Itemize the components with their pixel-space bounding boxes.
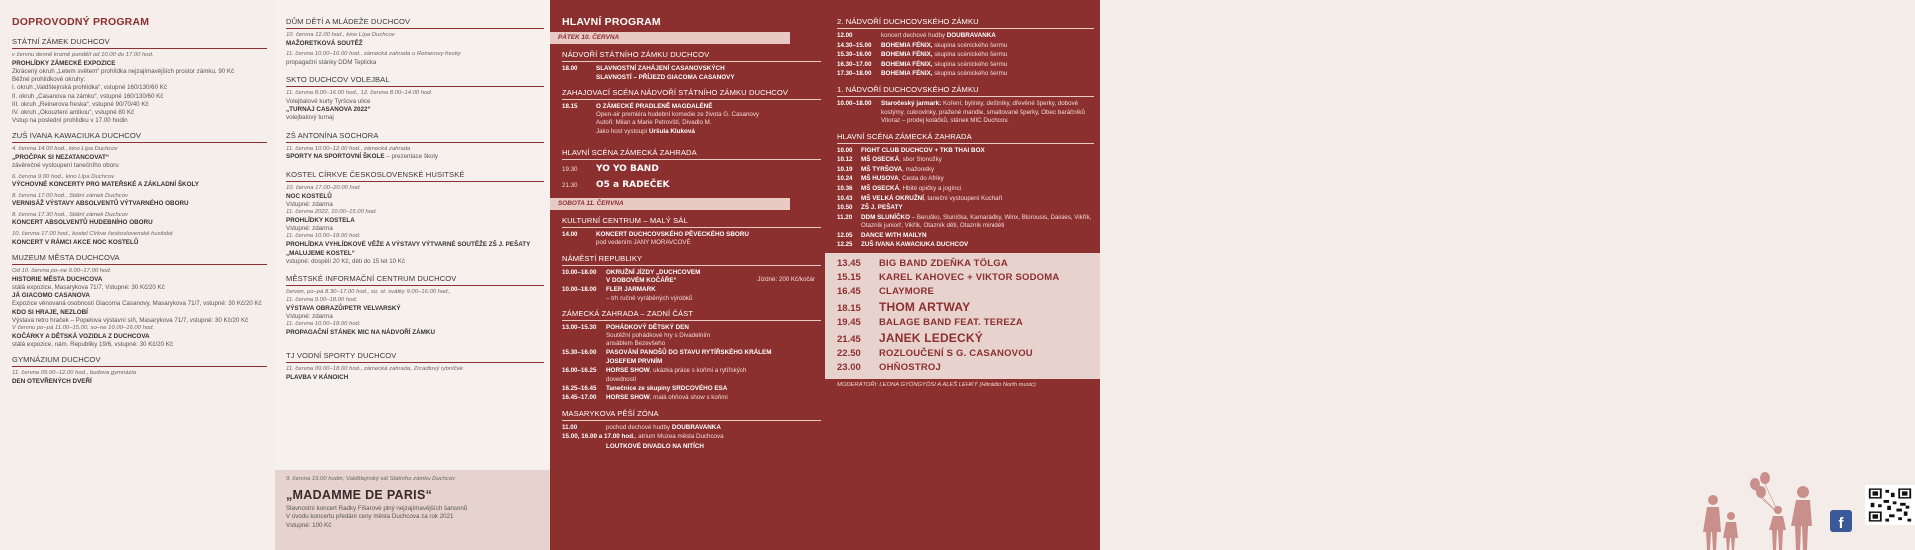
- time: 21.45: [837, 333, 861, 345]
- time: 10.00–18.00: [562, 268, 597, 276]
- time: 19.45: [837, 316, 861, 328]
- headliner-name: KAREL KAHOVEC + VIKTOR SODOMA: [879, 271, 1060, 283]
- schedule-row: [837, 166, 1094, 175]
- guest-name: Uršula Kluková: [648, 127, 695, 135]
- venue-heading: HLAVNÍ SCÉNA ZÁMECKÁ ZAHRADA: [562, 148, 821, 160]
- venue-heading: NÁDVOŘÍ STÁTNÍHO ZÁMKU DUCHCOV: [562, 50, 821, 62]
- event-title: JOSEFEM PRVNÍM: [606, 357, 663, 365]
- time: 21.30: [562, 181, 578, 189]
- schedule-row: [837, 61, 1094, 70]
- section-title: HLAVNÍ PROGRAM: [562, 16, 661, 28]
- time: 10.00–18.00: [562, 286, 597, 294]
- event-date: 11. června 10.00–16.00 hod., zámecká zahrada u Reinerovy fresky: [286, 51, 461, 58]
- time: 15.30–16.00: [837, 51, 872, 59]
- event-title: PROPAGAČNÍ STÁNEK MIC NA NÁDVOŘÍ ZÁMKU: [286, 328, 436, 336]
- headliner-row: [837, 286, 1092, 299]
- headliner-name: THOM ARTWAY: [879, 299, 971, 314]
- venue-heading: KOSTEL CÍRKVE ČESKOSLOVENSKÉ HUSITSKÉ: [286, 170, 544, 182]
- headliner-name: CLAYMORE: [879, 285, 935, 297]
- schedule-row: [837, 51, 1094, 60]
- venue-heading: GYMNÁZIUM DUCHCOV: [12, 355, 267, 367]
- event-date: 4. června 14.00 hod., kino Lípa Duchcov: [12, 146, 118, 153]
- time: 12.00: [837, 32, 853, 40]
- event-note: závěrečné vystoupení tanečního oboru: [12, 162, 119, 170]
- tour-item: II. okruh „Casanova na zámku“, vstupné 160/130/60 Kč: [12, 92, 164, 100]
- row-content: [881, 70, 1094, 79]
- event-title: DDM SLUNÍČKO: [861, 213, 910, 221]
- day-bar: SOBOTA 11. ČERVNA: [550, 198, 790, 210]
- event-note: skupina scénického šermu: [932, 41, 1008, 49]
- event-date: Od 10. června po–ne 9.00–17.00 hod.: [12, 267, 112, 274]
- time: 23.00: [837, 362, 861, 374]
- event-note: koncert dechové hudby: [881, 32, 947, 40]
- headliner-name: OHŇOSTROJ: [879, 362, 941, 374]
- event-title: JÁ GIACOMO CASANOVA: [12, 292, 90, 300]
- event-date: 11. června 09.00–12.00 hod., budova gymnázia: [12, 370, 137, 377]
- time: 14.00: [562, 231, 578, 239]
- time: 22.50: [837, 348, 861, 360]
- event-title: SPORTY NA SPORTOVNÍ ŠKOLE: [286, 153, 385, 161]
- headliner-name: JANEK LEDECKÝ: [879, 330, 983, 345]
- event-note: Běžné prohlídkové okruhy:: [12, 76, 86, 84]
- venue-heading: ZÁMECKÁ ZAHRADA – ZADNÍ ČÁST: [562, 309, 821, 321]
- event-date: 9. června 19.00 hodin, Valdštejnský sál Státního zámku Duchcov: [286, 476, 456, 482]
- event-date: 6. června 9.00 hod., kino Lípa Duchcov: [12, 173, 115, 180]
- event-note: ansáblem Bezevšeho: [606, 340, 666, 348]
- panel-supporting-program-2: [275, 0, 550, 550]
- venue-heading: NÁMĚSTÍ REPUBLIKY: [562, 254, 821, 266]
- venue-heading: TJ VODNÍ SPORTY DUCHCOV: [286, 351, 544, 363]
- event-title: MŠ OSECKÁ: [861, 184, 900, 192]
- concert-title: „MADAMME DE PARIS“: [286, 487, 433, 502]
- event-title: HISTORIE MĚSTA DUCHCOVA: [12, 275, 103, 283]
- event-title: „TURNAJ CASANOVA 2022“: [286, 106, 371, 114]
- time: 10.36: [837, 184, 853, 192]
- event-note: Vstupné: zdarma: [286, 225, 333, 233]
- event-title: MAŽORETKOVÁ SOUTĚŽ: [286, 39, 363, 47]
- time: 15.30–16.00: [562, 349, 597, 357]
- time: 15.15: [837, 271, 861, 283]
- event-note: , taneční vystoupení Kuchaři: [923, 194, 1003, 202]
- event-note: Výstava retro hraček – Popelova výstavní síň, Masarykova 71/7, vstupné: 30 Kč/20 Kč: [12, 316, 249, 324]
- venue-heading: ZŠ ANTONÍNA SOCHORA: [286, 131, 544, 143]
- event-title: PROHLÍDKY KOSTELA: [286, 216, 355, 224]
- venue-heading: STÁTNÍ ZÁMEK DUCHCOV: [12, 37, 267, 49]
- schedule-row: [837, 185, 1094, 194]
- event-title: KONCERT V RÁMCI AKCE NOC KOSTELŮ: [12, 238, 139, 246]
- event-note: stálá expozice, Masarykova 71/7, Vstupné: 30 Kč/20 Kč: [12, 283, 165, 291]
- headliner-name: ROZLOUČENÍ S G. CASANOVOU: [879, 348, 1033, 360]
- event-title: PROHLÍDKY ZÁMECKÉ EXPOZICE: [12, 59, 116, 67]
- event-note: Jako host vystoupí: [596, 127, 648, 135]
- event-title: NOC KOSTELŮ: [286, 192, 332, 200]
- time: 15.00, 16.00 a 17.00 hod.: [562, 433, 635, 441]
- row-content: [881, 51, 1094, 60]
- event-note: Koření, bylinky, deštníky, dřevěné šperky, dobové kostýmy, cukrovinky, pražené mandle, smaltované šperky, Obec baráčníků Vitoraz – prodej koláčků, stánek MIC Duchcov.: [881, 99, 1085, 125]
- row-content: [861, 185, 1094, 194]
- event-date: 8. června 17.00 hod., Státní zámek Duchcov: [12, 192, 128, 199]
- headliner-name: BIG BAND ZDEŇKA TÖLGA: [879, 257, 1008, 269]
- event-date: 8. června 17.30 hod., Státní zámek Duchcov: [12, 211, 128, 218]
- venue-heading: HLAVNÍ SCÉNA ZÁMECKÁ ZAHRADA: [837, 132, 1094, 144]
- headliner-row: [837, 362, 1092, 375]
- headliners-box: [825, 253, 1100, 379]
- qr-code-icon[interactable]: [1865, 485, 1915, 525]
- event-title: VERNISÁŽ VÝSTAVY ABSOLVENTŮ VÝTVARNÉHO OBORU: [12, 200, 189, 208]
- event-note: Vstupné: zdarma: [286, 201, 333, 208]
- event-note: skupina scénického šermu: [932, 70, 1008, 78]
- time: 17.30–18.00: [837, 70, 872, 78]
- event-note: V úvodu koncertu předání ceny města Duchcova za rok 2021: [286, 513, 454, 521]
- event-note: , ukázka práce s koňmi a rytířských: [649, 367, 747, 374]
- time: 11.00: [562, 423, 578, 431]
- event-note: , Hbité opičky a jogínci: [899, 184, 962, 192]
- event-title: DANCE WITH MAILYN: [861, 231, 927, 239]
- schedule-row: [837, 42, 1094, 51]
- event-date: 11. června 10.00–18.00 hod.: [286, 233, 361, 240]
- event-date: 11. června 09.00–18.00 hod., zámecká zahrada, Zrcadlový rybníček: [286, 366, 464, 373]
- headliner-row: [837, 258, 1092, 271]
- event-title: DOUBRAVANKA: [946, 32, 996, 40]
- event-title: MŠ TYRŠOVA: [861, 165, 903, 173]
- event-date: 11. června 2022, 10.00–15.00 hod.: [286, 209, 377, 216]
- headliner-name: BALAGE BAND FEAT. TEREZA: [879, 316, 1023, 328]
- row-content: [861, 232, 1094, 241]
- row-content: [861, 175, 1094, 184]
- time: 10.24: [837, 175, 853, 183]
- time: 12.25: [837, 241, 853, 249]
- event-note: , atrium Muzea města Duchcova: [634, 433, 724, 441]
- event-date: 11. června 9.00–18.00 hod.: [286, 296, 358, 303]
- event-title: V DOBOVÉM KOČÁŘE“: [606, 276, 677, 284]
- event-date: 10. června 12.00 hod., kino Lípa Duchcov: [286, 32, 395, 39]
- event-title: ZŠ J. PEŠATY: [861, 204, 903, 212]
- tour-item: III. okruh „Reinerova freska“, vstupné 90/70/40 Kč: [12, 100, 149, 108]
- time: 16.30–17.00: [837, 60, 872, 68]
- venue-heading: SKTO DUCHCOV VOLEJBAL: [286, 75, 544, 87]
- time: 10.50: [837, 204, 853, 212]
- time: 16.45–17.00: [562, 394, 597, 402]
- schedule-row: [837, 195, 1094, 204]
- event-title: KONCERT ABSOLVENTŮ HUDEBNÍHO OBORU: [12, 219, 153, 227]
- event-title: KONCERT DUCHCOVSKÉHO PĚVECKÉHO SBORU: [596, 231, 749, 239]
- event-note: , mažoretky: [902, 165, 935, 173]
- schedule-row: [837, 175, 1094, 184]
- event-note: – Beruško, Sluníčka, Kamarádky, Winx, Blúrousis, Daisies, Vikřík, Otazník juniorř, Vikřík, Otazník děti, Otazník minidéti: [861, 213, 1092, 230]
- event-note: skupina scénického šermu: [932, 60, 1008, 68]
- schedule-row: [837, 70, 1094, 79]
- event-title: KDO SI HRAJE, NEZLOBÍ: [12, 308, 88, 316]
- tour-item: IV. okruh „Okouzlení antikou“, vstupné 80 Kč: [12, 108, 135, 116]
- event-title: OKRUŽNÍ JÍZDY „DUCHCOVEM: [606, 268, 701, 276]
- row-content: [861, 147, 1094, 156]
- row-content: [861, 156, 1094, 165]
- main-stage-schedule: [837, 147, 1094, 250]
- event-note: stálá expozice, nám. Republiky 19/6, vstupné: 30 Kč/20 Kč: [12, 341, 173, 349]
- event-date: V červnu po–pá 11.00–15.00, so–ne 10.00–16.00 hod.: [12, 325, 155, 332]
- event-note: , Cesta do Afriky: [898, 175, 944, 183]
- time: 18.15: [562, 102, 578, 110]
- event-note: Vstup na poslední prohlídku v 17.00 hodin: [12, 117, 128, 125]
- venue-heading: ZUŠ IVANA KAWACIUKA DUCHCOV: [12, 131, 267, 143]
- time: 19.30: [562, 165, 578, 173]
- time: 14.30–15.00: [837, 41, 872, 49]
- event-title: „PROČPAK SI NEZATANCOVAT“: [12, 154, 110, 162]
- courtyard-schedule: [837, 32, 1094, 79]
- time: 10.00–18.00: [837, 99, 872, 107]
- headliner-row: [837, 348, 1092, 361]
- event-note: – trh ručně vyráběných výrobků: [606, 294, 693, 302]
- event-date: 10. června 17.00 hod., kostel Církve československé husitské: [12, 230, 173, 237]
- row-content: [881, 32, 1094, 41]
- event-title: PASOVÁNÍ PANOŠŮ DO STAVU RYTÍŘSKÉHO KRÁLEM: [606, 349, 772, 357]
- time: 12.05: [837, 231, 853, 239]
- headliner-row: [837, 331, 1092, 347]
- schedule-row: [837, 156, 1094, 165]
- band-name: YO YO BAND: [596, 163, 659, 174]
- time: 13.00–15.30: [562, 323, 597, 331]
- family-balloons-illustration: [1683, 470, 1833, 550]
- panel-supporting-program: [0, 0, 275, 550]
- panel-main-program: [550, 0, 825, 550]
- day-bar: PÁTEK 10. ČERVNA: [550, 32, 790, 44]
- event-title: VÝSTAVA OBRAZŮ/PETR VELVARSKÝ: [286, 304, 401, 312]
- schedule-row: [837, 214, 1094, 231]
- row-content: [881, 61, 1094, 70]
- schedule-row: [837, 241, 1094, 250]
- time: 10.12: [837, 156, 853, 164]
- time: 18.15: [837, 302, 861, 314]
- row-content: [861, 241, 1094, 250]
- event-title: DEN OTEVŘENÝCH DVEŘÍ: [12, 378, 92, 386]
- venue-heading: ZAHAJOVACÍ SCÉNA NÁDVOŘÍ STÁTNÍHO ZÁMKU DUCHCOV: [562, 88, 821, 100]
- event-date: 11. června 10.00–12.00 hod., zámecká zahrada: [286, 145, 411, 152]
- event-date: v červnu denně kromě pondělí od 10.00 do 17.00 hod.: [12, 51, 154, 58]
- event-title: SLAVNOSTNÍ ZAHÁJENÍ CASANOVSKÝCH: [596, 65, 725, 73]
- event-title: LOUTKOVÉ DIVADLO NA NITÍCH: [606, 442, 704, 450]
- event-note: Soutěžní pohádkové hry s Divadelním: [606, 332, 711, 340]
- venue-heading: MUZEUM MĚSTA DUCHCOVA: [12, 253, 267, 265]
- row-content: [861, 195, 1094, 204]
- event-note: Open-air premiéra hudební komedie ze života G. Casanovy: [596, 111, 760, 119]
- event-note: Vstupné: zdarma: [286, 312, 333, 320]
- event-title: KOČÁRKY A DĚTSKÁ VOZIDLA Z DUCHCOVA: [12, 332, 150, 340]
- schedule-row: [837, 204, 1094, 213]
- time: 10.43: [837, 194, 853, 202]
- schedule-row: [837, 232, 1094, 241]
- facebook-icon[interactable]: f: [1830, 510, 1852, 532]
- event-title: POHÁDKOVÝ DĚTSKÝ DEN: [606, 323, 689, 331]
- event-title: PLAVBA V KÁNOICH: [286, 373, 349, 381]
- event-title: MŠ HUSOVA: [861, 175, 899, 183]
- event-title: BOHEMIA FÉNIX,: [881, 51, 933, 59]
- event-note: Vstupné: 100 Kč: [286, 521, 332, 529]
- event-date: 10. června 17.00–20.00 hod.: [286, 184, 362, 191]
- event-title: BOHEMIA FÉNIX,: [881, 60, 933, 68]
- event-title: SLAVNOSTÍ – PŘÍJEZD GIACOMA CASANOVY: [596, 73, 735, 81]
- venue-heading: KULTURNÍ CENTRUM – MALÝ SÁL: [562, 216, 821, 228]
- event-note: vstupné: dospělí 20 Kč, děti do 15 let 10 Kč: [286, 257, 406, 265]
- band-name: O5 a RADEČEK: [596, 179, 670, 190]
- event-date: 11. června 8.00–16.00 hod., 12. června 8.00–14.00 hod.: [286, 90, 433, 97]
- featured-concert-box: [275, 470, 550, 550]
- event-title: MŠ OSECKÁ: [861, 156, 900, 164]
- panel-main-program-2: [825, 0, 1844, 550]
- event-note: pod vedením JANY MORAVCOVÉ: [596, 239, 691, 247]
- headliner-row: [837, 300, 1092, 316]
- time: 13.45: [837, 257, 861, 269]
- headliner-row: [837, 317, 1092, 330]
- event-title: VÝCHOVNÉ KONCERTY PRO MATEŘSKÉ A ZÁKLADNÍ ŠKOLY: [12, 181, 199, 189]
- time: 16.00–16.25: [562, 367, 597, 374]
- event-date: červen, po–pá 8.30–17.00 hod., so, st. svátky 9.00–16.00 hod.,: [286, 289, 451, 296]
- row-content: [881, 42, 1094, 51]
- headliner-row: [837, 272, 1092, 285]
- time: 18.00: [562, 65, 578, 73]
- event-note: Zkrácený okruh „Letem světem“ prohlídka nejzajímavějších prostor zámku, 90 Kč: [12, 67, 235, 75]
- moderators: MODERÁTOŘI: LEONA GYÖNGYÖSI A ALEŠ LEHKÝ (Hitrádio North music): [837, 382, 1036, 389]
- tour-item: I. okruh „Valdštejnská prohlídka“, vstupné 160/130/60 Kč: [12, 84, 168, 92]
- event-note: propagační stánky DDM Teplicka: [286, 58, 377, 66]
- time: 11.20: [837, 213, 853, 221]
- event-note: volejbalový turnaj: [286, 114, 334, 122]
- row-content: [861, 166, 1094, 175]
- event-note: , sbor Stonožky: [899, 156, 942, 164]
- event-note: Volejbalové kurty Tyršova ulice: [286, 97, 371, 105]
- row-content: [861, 214, 1094, 231]
- event-title: O ZÁMECKÉ PRADLENĚ MAGDALÉNĚ: [596, 102, 713, 110]
- event-title: BOHEMIA FÉNIX,: [881, 41, 933, 49]
- event-note: , malá ohňová show s koňmi: [649, 394, 728, 402]
- event-note: pochod dechové hudby: [606, 423, 670, 431]
- time: 16.45: [837, 285, 861, 297]
- venue-heading: MASARYKOVA PĚŠÍ ZÓNA: [562, 409, 821, 421]
- schedule-row: [837, 147, 1094, 156]
- event-date: 11. června 10.00–18.00 hod.: [286, 321, 361, 328]
- price: Jízdné: 200 Kč/kočár: [757, 275, 815, 283]
- event-title: HORSE SHOW: [606, 367, 650, 374]
- event-note: – prezentace školy: [386, 153, 438, 161]
- event-title: DOUBRAVANKA: [671, 423, 721, 431]
- event-title: FIGHT CLUB DUCHCOV + TKB THAI BOX: [861, 146, 985, 154]
- event-title: ZUŠ IVANA KAWACIUKA DUCHCOV: [861, 241, 969, 249]
- event-title: MŠ VELKÁ OKRUŽNÍ: [861, 194, 924, 202]
- venue-heading: 2. NÁDVOŘÍ DUCHCOVSKÉHO ZÁMKU: [837, 17, 1094, 29]
- event-note: Autoři: Milan a Marie Petrovští, Divadlo M.: [596, 119, 712, 127]
- time: 16.25–16.45: [562, 384, 597, 392]
- time: 10.19: [837, 165, 853, 173]
- event-title: FLER JARMARK: [606, 286, 656, 294]
- event-title: BOHEMIA FÉNIX,: [881, 70, 933, 78]
- row-content: [861, 204, 1094, 213]
- event-title: HORSE SHOW: [606, 394, 650, 402]
- event-note: Expozice věnovaná osobnosti Giacoma Casanovy, Masarykova 71/7, vstupné: 30 Kč/20 Kč: [12, 300, 262, 308]
- event-title: Tanečnice ze skupiny SRDCOVÉHO ESA: [606, 384, 728, 392]
- time: 10.00: [837, 146, 853, 154]
- event-note: dovedností: [606, 375, 637, 383]
- event-note: Slavnostní koncert Radky Fišarové plný nejzajímavějších šansonů: [286, 505, 468, 513]
- venue-heading: 1. NÁDVOŘÍ DUCHCOVSKÉHO ZÁMKU: [837, 85, 1094, 97]
- event-title: Staročeský jarmark:: [881, 99, 942, 107]
- schedule-row: [837, 32, 1094, 41]
- venue-heading: DŮM DĚTÍ A MLÁDEŽE DUCHCOV: [286, 17, 544, 29]
- venue-heading: MĚSTSKÉ INFORMAČNÍ CENTRUM DUCHCOV: [286, 274, 544, 286]
- event-note: skupina scénického šermu: [932, 51, 1008, 59]
- event-title: PROHLÍDKA VYHLÍDKOVÉ VĚŽE A VÝSTAVY VÝTVARNÉ SOUTĚŽE ZŠ J. PEŠATY „MALUJEME KOSTEL“: [286, 241, 531, 257]
- section-title: DOPROVODNÝ PROGRAM: [12, 16, 150, 28]
